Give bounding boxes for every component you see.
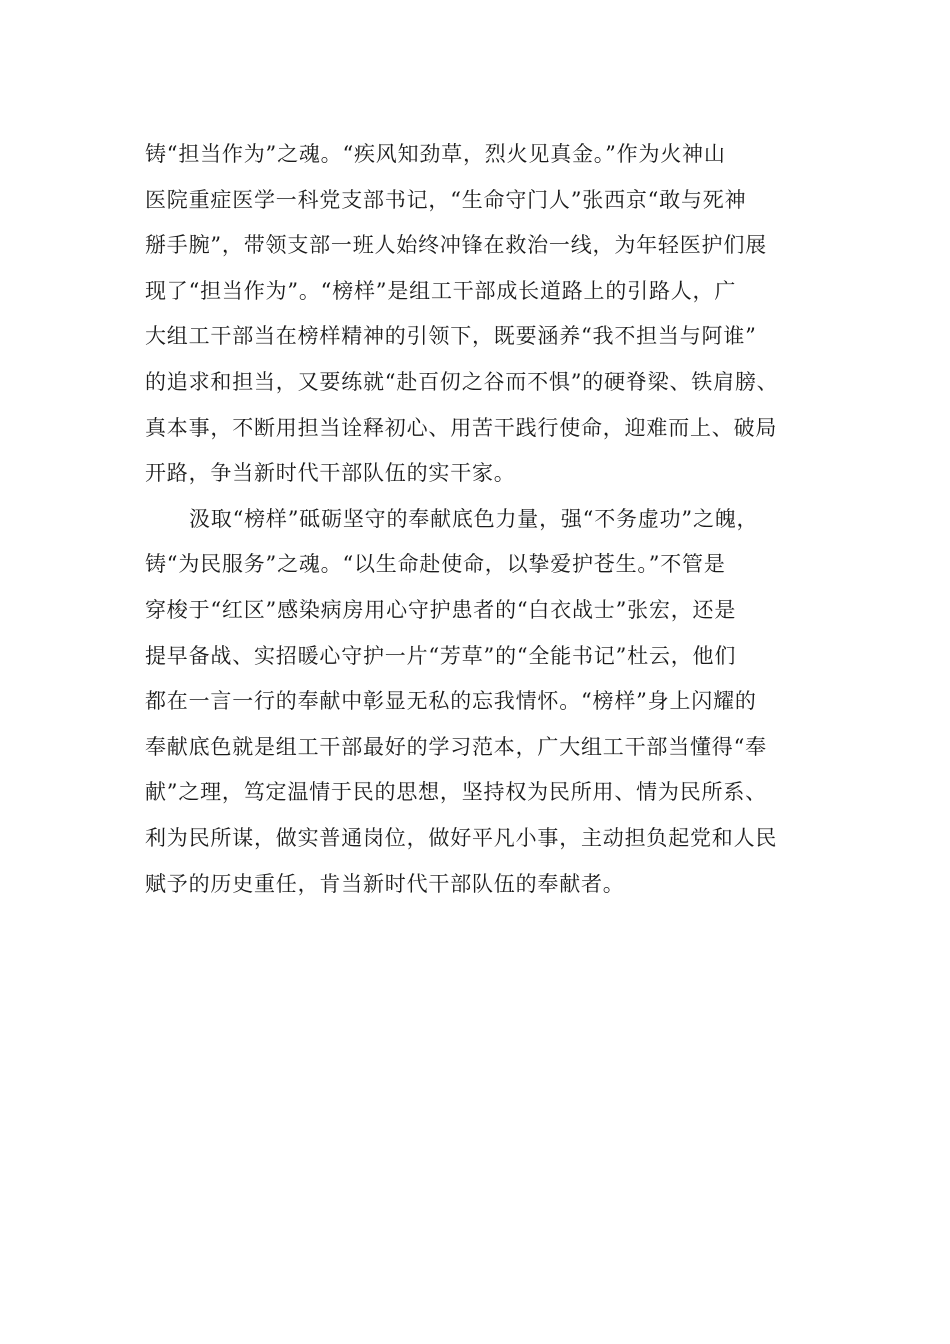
text-line: 医院重症医学一科党支部书记，“生命守门人”张西京“敢与死神 [145, 187, 747, 212]
paragraph-1 [145, 132, 805, 497]
text-line: 都在一言一行的奉献中彰显无私的忘我情怀。“榜样”身上闪耀的 [145, 689, 757, 714]
text-line: 掰手腕”，带领支部一班人始终冲锋在救治一线，为年轻医护们展 [145, 233, 767, 258]
text-line: 真本事，不断用担当诠释初心、用苦干践行使命，迎难而上、破局 [145, 415, 778, 440]
text-line: 奉献底色就是组工干部最好的学习范本，广大组工干部当懂得“奉 [145, 734, 767, 759]
text-line: 献”之理，笃定温情于民的思想，坚持权为民所用、情为民所系、 [145, 780, 767, 805]
text-line: 汲取“榜样”砥砺坚守的奉献底色力量，强“不务虚功”之魄， [189, 506, 759, 531]
text-line: 穿梭于“红区”感染病房用心守护患者的“白衣战士”张宏，还是 [145, 597, 737, 622]
text-line: 利为民所谋，做实普通岗位，做好平凡小事，主动担负起党和人民 [145, 825, 778, 850]
paragraph-2 [145, 497, 805, 907]
text-line: 开路，争当新时代干部队伍的实干家。 [145, 461, 516, 486]
document-body [145, 132, 805, 907]
text-line: 提早备战、实招暖心守护一片“芳草”的“全能书记”杜云，他们 [145, 643, 737, 668]
text-line: 铸“为民服务”之魂。“以生命赴使命，以挚爱护苍生。”不管是 [145, 552, 726, 577]
text-line: 大组工干部当在榜样精神的引领下，既要涵养“我不担当与阿谁” [145, 324, 757, 349]
text-line: 的追求和担当，又要练就“赴百仞之谷而不惧”的硬脊梁、铁肩膀、 [145, 369, 779, 394]
text-line: 赋予的历史重任，肯当新时代干部队伍的奉献者。 [145, 871, 625, 896]
text-line: 现了“担当作为”。“榜样”是组工干部成长道路上的引路人，广 [145, 278, 737, 303]
text-line: 铸“担当作为”之魂。“疾风知劲草，烈火见真金。”作为火神山 [145, 142, 726, 166]
